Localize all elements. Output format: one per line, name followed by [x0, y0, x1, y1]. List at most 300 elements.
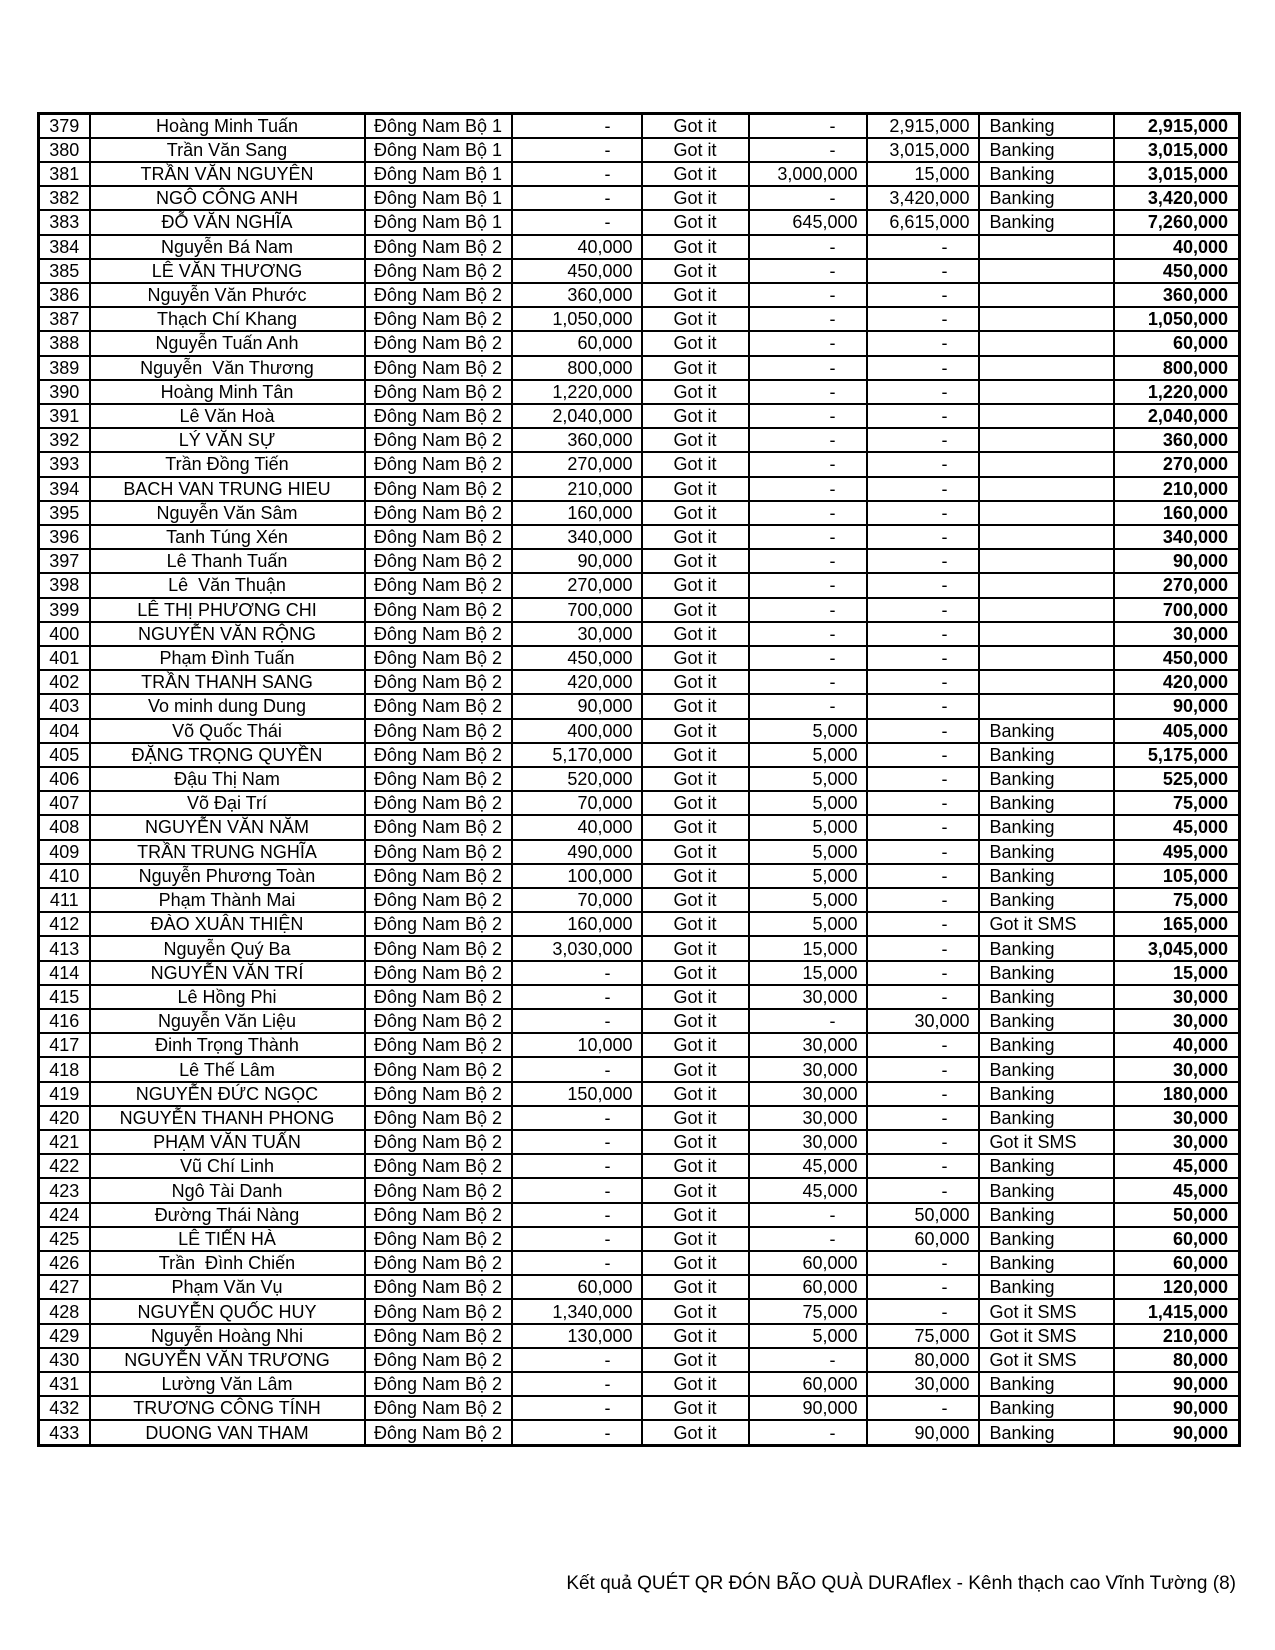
table-row [39, 283, 1240, 307]
status-cell: Got it [642, 573, 749, 597]
status-cell: Got it [642, 1009, 749, 1033]
name-cell: LÊ THỊ PHƯƠNG CHI [90, 598, 365, 622]
row-number-cell: 417 [39, 1033, 90, 1057]
name-cell: Tanh Túng Xén [90, 525, 365, 549]
extra-amount-cell: - [867, 283, 979, 307]
status-cell: Got it [642, 767, 749, 791]
payment-method-cell: Banking [979, 719, 1114, 743]
scan-amount-cell: 400,000 [512, 719, 642, 743]
region-cell: Đông Nam Bộ 1 [365, 138, 512, 162]
table-row [39, 961, 1240, 985]
name-cell: Nguyễn Văn Sâm [90, 501, 365, 525]
payment-method-cell [979, 598, 1114, 622]
extra-amount-cell: - [867, 235, 979, 259]
status-cell: Got it [642, 1299, 749, 1323]
table-row [39, 1299, 1240, 1323]
scan-amount-cell: 360,000 [512, 283, 642, 307]
table-row [39, 138, 1240, 162]
name-cell: NGÔ CÔNG ANH [90, 186, 365, 210]
name-cell: Nguyễn Bá Nam [90, 235, 365, 259]
region-cell: Đông Nam Bộ 2 [365, 1057, 512, 1081]
payment-method-cell [979, 694, 1114, 718]
row-number-cell: 414 [39, 961, 90, 985]
row-number-cell: 430 [39, 1348, 90, 1372]
total-amount-cell: 1,415,000 [1114, 1299, 1240, 1323]
total-amount-cell: 75,000 [1114, 888, 1240, 912]
extra-amount-cell: 2,915,000 [867, 114, 979, 138]
table-row [39, 1106, 1240, 1130]
row-number-cell: 422 [39, 1154, 90, 1178]
region-cell: Đông Nam Bộ 2 [365, 1178, 512, 1202]
extra-amount-cell: 3,420,000 [867, 186, 979, 210]
scan-amount-cell: 1,220,000 [512, 380, 642, 404]
status-cell: Got it [642, 259, 749, 283]
extra-amount-cell: - [867, 815, 979, 839]
row-number-cell: 416 [39, 1009, 90, 1033]
table-row [39, 380, 1240, 404]
bonus-amount-cell: - [749, 114, 867, 138]
total-amount-cell: 30,000 [1114, 1009, 1240, 1033]
row-number-cell: 390 [39, 380, 90, 404]
total-amount-cell: 160,000 [1114, 501, 1240, 525]
scan-amount-cell: 130,000 [512, 1324, 642, 1348]
bonus-amount-cell: - [749, 259, 867, 283]
scan-amount-cell: - [512, 1372, 642, 1396]
extra-amount-cell: 60,000 [867, 1227, 979, 1251]
row-number-cell: 397 [39, 549, 90, 573]
status-cell: Got it [642, 622, 749, 646]
region-cell: Đông Nam Bộ 2 [365, 428, 512, 452]
scan-amount-cell: 340,000 [512, 525, 642, 549]
extra-amount-cell: 30,000 [867, 1372, 979, 1396]
row-number-cell: 409 [39, 840, 90, 864]
scan-amount-cell: 90,000 [512, 549, 642, 573]
table-row [39, 235, 1240, 259]
status-cell: Got it [642, 694, 749, 718]
region-cell: Đông Nam Bộ 2 [365, 259, 512, 283]
region-cell: Đông Nam Bộ 2 [365, 670, 512, 694]
name-cell: Thạch Chí Khang [90, 307, 365, 331]
bonus-amount-cell: - [749, 1203, 867, 1227]
name-cell: Phạm Thành Mai [90, 888, 365, 912]
bonus-amount-cell: 5,000 [749, 815, 867, 839]
row-number-cell: 381 [39, 162, 90, 186]
total-amount-cell: 800,000 [1114, 356, 1240, 380]
scan-amount-cell: 1,340,000 [512, 1299, 642, 1323]
name-cell: ĐẶNG TRỌNG QUYỀN [90, 743, 365, 767]
status-cell: Got it [642, 864, 749, 888]
name-cell: NGUYỄN QUỐC HUY [90, 1299, 365, 1323]
row-number-cell: 405 [39, 743, 90, 767]
table-row [39, 428, 1240, 452]
payment-method-cell [979, 622, 1114, 646]
status-cell: Got it [642, 936, 749, 960]
name-cell: NGUYỄN VĂN TRƯƠNG [90, 1348, 365, 1372]
bonus-amount-cell: 15,000 [749, 936, 867, 960]
status-cell: Got it [642, 598, 749, 622]
scan-amount-cell: - [512, 1420, 642, 1445]
payment-method-cell [979, 331, 1114, 355]
table-row [39, 1178, 1240, 1202]
payment-method-cell: Banking [979, 767, 1114, 791]
region-cell: Đông Nam Bộ 1 [365, 162, 512, 186]
region-cell: Đông Nam Bộ 2 [365, 1154, 512, 1178]
region-cell: Đông Nam Bộ 2 [365, 1009, 512, 1033]
total-amount-cell: 5,175,000 [1114, 743, 1240, 767]
extra-amount-cell: - [867, 864, 979, 888]
scan-amount-cell: 90,000 [512, 694, 642, 718]
bonus-amount-cell: - [749, 670, 867, 694]
row-number-cell: 392 [39, 428, 90, 452]
region-cell: Đông Nam Bộ 1 [365, 210, 512, 234]
name-cell: Lê Hồng Phi [90, 985, 365, 1009]
row-number-cell: 427 [39, 1275, 90, 1299]
row-number-cell: 396 [39, 525, 90, 549]
scan-amount-cell: - [512, 1227, 642, 1251]
row-number-cell: 400 [39, 622, 90, 646]
region-cell: Đông Nam Bộ 2 [365, 501, 512, 525]
name-cell: BACH VAN TRUNG HIEU [90, 477, 365, 501]
payment-method-cell: Got it SMS [979, 1348, 1114, 1372]
total-amount-cell: 30,000 [1114, 622, 1240, 646]
table-body [39, 114, 1240, 1446]
total-amount-cell: 3,015,000 [1114, 138, 1240, 162]
extra-amount-cell: 3,015,000 [867, 138, 979, 162]
row-number-cell: 413 [39, 936, 90, 960]
payment-method-cell: Banking [979, 815, 1114, 839]
status-cell: Got it [642, 307, 749, 331]
bonus-amount-cell: - [749, 598, 867, 622]
name-cell: Đinh Trọng Thành [90, 1033, 365, 1057]
bonus-amount-cell: 30,000 [749, 1082, 867, 1106]
table-row [39, 307, 1240, 331]
bonus-amount-cell: 60,000 [749, 1372, 867, 1396]
bonus-amount-cell: - [749, 1227, 867, 1251]
total-amount-cell: 405,000 [1114, 719, 1240, 743]
status-cell: Got it [642, 114, 749, 138]
total-amount-cell: 45,000 [1114, 1154, 1240, 1178]
scan-amount-cell: 270,000 [512, 452, 642, 476]
name-cell: Nguyễn Phương Toàn [90, 864, 365, 888]
row-number-cell: 433 [39, 1420, 90, 1445]
payment-method-cell: Banking [979, 864, 1114, 888]
bonus-amount-cell: - [749, 525, 867, 549]
extra-amount-cell: - [867, 428, 979, 452]
payment-method-cell: Banking [979, 114, 1114, 138]
status-cell: Got it [642, 1251, 749, 1275]
bonus-amount-cell: - [749, 404, 867, 428]
scan-amount-cell: 2,040,000 [512, 404, 642, 428]
payment-method-cell [979, 428, 1114, 452]
total-amount-cell: 180,000 [1114, 1082, 1240, 1106]
payment-method-cell: Banking [979, 186, 1114, 210]
table-row [39, 1275, 1240, 1299]
table-row [39, 743, 1240, 767]
bonus-amount-cell: - [749, 1420, 867, 1445]
region-cell: Đông Nam Bộ 2 [365, 888, 512, 912]
scan-amount-cell: 40,000 [512, 235, 642, 259]
row-number-cell: 418 [39, 1057, 90, 1081]
region-cell: Đông Nam Bộ 2 [365, 1324, 512, 1348]
status-cell: Got it [642, 670, 749, 694]
scan-amount-cell: 100,000 [512, 864, 642, 888]
table-row [39, 477, 1240, 501]
region-cell: Đông Nam Bộ 2 [365, 356, 512, 380]
status-cell: Got it [642, 1227, 749, 1251]
scan-amount-cell: 520,000 [512, 767, 642, 791]
table-row [39, 598, 1240, 622]
total-amount-cell: 2,040,000 [1114, 404, 1240, 428]
total-amount-cell: 30,000 [1114, 1057, 1240, 1081]
region-cell: Đông Nam Bộ 2 [365, 622, 512, 646]
region-cell: Đông Nam Bộ 2 [365, 1420, 512, 1445]
row-number-cell: 424 [39, 1203, 90, 1227]
name-cell: Trần Đình Chiến [90, 1251, 365, 1275]
payment-method-cell [979, 404, 1114, 428]
extra-amount-cell: - [867, 840, 979, 864]
table-row [39, 259, 1240, 283]
bonus-amount-cell: - [749, 1009, 867, 1033]
payment-method-cell: Got it SMS [979, 912, 1114, 936]
region-cell: Đông Nam Bộ 2 [365, 961, 512, 985]
status-cell: Got it [642, 1178, 749, 1202]
extra-amount-cell: - [867, 549, 979, 573]
name-cell: Nguyễn Hoàng Nhi [90, 1324, 365, 1348]
region-cell: Đông Nam Bộ 1 [365, 114, 512, 138]
name-cell: Nguyễn Văn Liệu [90, 1009, 365, 1033]
bonus-amount-cell: 5,000 [749, 719, 867, 743]
total-amount-cell: 495,000 [1114, 840, 1240, 864]
total-amount-cell: 90,000 [1114, 1420, 1240, 1445]
name-cell: Hoàng Minh Tuấn [90, 114, 365, 138]
bonus-amount-cell: - [749, 186, 867, 210]
bonus-amount-cell: 30,000 [749, 1057, 867, 1081]
scan-amount-cell: 450,000 [512, 259, 642, 283]
name-cell: ĐÀO XUÂN THIỆN [90, 912, 365, 936]
scan-amount-cell: 210,000 [512, 477, 642, 501]
name-cell: Lê Thế Lâm [90, 1057, 365, 1081]
total-amount-cell: 30,000 [1114, 1106, 1240, 1130]
status-cell: Got it [642, 525, 749, 549]
region-cell: Đông Nam Bộ 2 [365, 477, 512, 501]
row-number-cell: 407 [39, 791, 90, 815]
total-amount-cell: 45,000 [1114, 1178, 1240, 1202]
status-cell: Got it [642, 961, 749, 985]
bonus-amount-cell: 5,000 [749, 840, 867, 864]
table-row [39, 356, 1240, 380]
total-amount-cell: 360,000 [1114, 283, 1240, 307]
status-cell: Got it [642, 1154, 749, 1178]
name-cell: Lê Văn Thuận [90, 573, 365, 597]
name-cell: TRẦN TRUNG NGHĨA [90, 840, 365, 864]
region-cell: Đông Nam Bộ 2 [365, 235, 512, 259]
name-cell: ĐỖ VĂN NGHĨA [90, 210, 365, 234]
status-cell: Got it [642, 1420, 749, 1445]
table-row [39, 1130, 1240, 1154]
bonus-amount-cell: 60,000 [749, 1251, 867, 1275]
scan-amount-cell: - [512, 1009, 642, 1033]
payment-method-cell: Banking [979, 1420, 1114, 1445]
region-cell: Đông Nam Bộ 2 [365, 331, 512, 355]
row-number-cell: 395 [39, 501, 90, 525]
region-cell: Đông Nam Bộ 2 [365, 985, 512, 1009]
payment-method-cell: Banking [979, 1154, 1114, 1178]
bonus-amount-cell: 5,000 [749, 888, 867, 912]
status-cell: Got it [642, 1275, 749, 1299]
region-cell: Đông Nam Bộ 2 [365, 380, 512, 404]
row-number-cell: 419 [39, 1082, 90, 1106]
table-row [39, 767, 1240, 791]
total-amount-cell: 700,000 [1114, 598, 1240, 622]
payment-method-cell: Banking [979, 1203, 1114, 1227]
payment-method-cell: Banking [979, 1082, 1114, 1106]
table-row [39, 452, 1240, 476]
status-cell: Got it [642, 1106, 749, 1130]
payment-method-cell [979, 501, 1114, 525]
extra-amount-cell: - [867, 1033, 979, 1057]
extra-amount-cell: 75,000 [867, 1324, 979, 1348]
extra-amount-cell: - [867, 694, 979, 718]
total-amount-cell: 60,000 [1114, 1227, 1240, 1251]
bonus-amount-cell: - [749, 380, 867, 404]
region-cell: Đông Nam Bộ 2 [365, 791, 512, 815]
extra-amount-cell: - [867, 356, 979, 380]
total-amount-cell: 90,000 [1114, 1396, 1240, 1420]
name-cell: Lê Văn Hoà [90, 404, 365, 428]
status-cell: Got it [642, 380, 749, 404]
payment-method-cell [979, 452, 1114, 476]
row-number-cell: 410 [39, 864, 90, 888]
scan-amount-cell: 420,000 [512, 670, 642, 694]
table-row [39, 1203, 1240, 1227]
name-cell: LÝ VĂN SỰ [90, 428, 365, 452]
extra-amount-cell: - [867, 1299, 979, 1323]
total-amount-cell: 7,260,000 [1114, 210, 1240, 234]
extra-amount-cell: - [867, 791, 979, 815]
region-cell: Đông Nam Bộ 2 [365, 1227, 512, 1251]
region-cell: Đông Nam Bộ 2 [365, 573, 512, 597]
extra-amount-cell: - [867, 1396, 979, 1420]
scan-amount-cell: 360,000 [512, 428, 642, 452]
total-amount-cell: 75,000 [1114, 791, 1240, 815]
row-number-cell: 412 [39, 912, 90, 936]
extra-amount-cell: - [867, 719, 979, 743]
extra-amount-cell: - [867, 477, 979, 501]
name-cell: PHẠM VĂN TUẤN [90, 1130, 365, 1154]
payment-method-cell: Banking [979, 210, 1114, 234]
table-row [39, 1251, 1240, 1275]
bonus-amount-cell: 30,000 [749, 1106, 867, 1130]
table-row [39, 1372, 1240, 1396]
total-amount-cell: 50,000 [1114, 1203, 1240, 1227]
total-amount-cell: 450,000 [1114, 259, 1240, 283]
region-cell: Đông Nam Bộ 2 [365, 307, 512, 331]
payment-method-cell: Banking [979, 936, 1114, 960]
status-cell: Got it [642, 1348, 749, 1372]
payment-method-cell: Banking [979, 961, 1114, 985]
total-amount-cell: 270,000 [1114, 573, 1240, 597]
scan-amount-cell: 40,000 [512, 815, 642, 839]
name-cell: LÊ TIẾN HÀ [90, 1227, 365, 1251]
table-row [39, 888, 1240, 912]
region-cell: Đông Nam Bộ 2 [365, 404, 512, 428]
row-number-cell: 428 [39, 1299, 90, 1323]
payment-method-cell [979, 307, 1114, 331]
table-row [39, 622, 1240, 646]
row-number-cell: 394 [39, 477, 90, 501]
scan-amount-cell: 3,030,000 [512, 936, 642, 960]
bonus-amount-cell: - [749, 452, 867, 476]
table-row [39, 719, 1240, 743]
status-cell: Got it [642, 210, 749, 234]
bonus-amount-cell: - [749, 573, 867, 597]
bonus-amount-cell: - [749, 235, 867, 259]
status-cell: Got it [642, 162, 749, 186]
region-cell: Đông Nam Bộ 2 [365, 1203, 512, 1227]
region-cell: Đông Nam Bộ 2 [365, 1082, 512, 1106]
extra-amount-cell: - [867, 670, 979, 694]
name-cell: Đường Thái Nàng [90, 1203, 365, 1227]
payment-method-cell [979, 259, 1114, 283]
extra-amount-cell: - [867, 307, 979, 331]
status-cell: Got it [642, 1033, 749, 1057]
total-amount-cell: 60,000 [1114, 1251, 1240, 1275]
region-cell: Đông Nam Bộ 2 [365, 936, 512, 960]
region-cell: Đông Nam Bộ 2 [365, 840, 512, 864]
scan-amount-cell: - [512, 1203, 642, 1227]
scan-amount-cell: 70,000 [512, 888, 642, 912]
table-row [39, 162, 1240, 186]
status-cell: Got it [642, 452, 749, 476]
bonus-amount-cell: 5,000 [749, 791, 867, 815]
row-number-cell: 380 [39, 138, 90, 162]
name-cell: NGUYỄN VĂN NĂM [90, 815, 365, 839]
scan-amount-cell: - [512, 186, 642, 210]
name-cell: Vũ Chí Linh [90, 1154, 365, 1178]
table-row [39, 1396, 1240, 1420]
scan-amount-cell: - [512, 1154, 642, 1178]
table-row [39, 404, 1240, 428]
total-amount-cell: 120,000 [1114, 1275, 1240, 1299]
name-cell: TRẦN THANH SANG [90, 670, 365, 694]
name-cell: LÊ VĂN THƯƠNG [90, 259, 365, 283]
row-number-cell: 399 [39, 598, 90, 622]
row-number-cell: 382 [39, 186, 90, 210]
row-number-cell: 398 [39, 573, 90, 597]
extra-amount-cell: 50,000 [867, 1203, 979, 1227]
status-cell: Got it [642, 791, 749, 815]
extra-amount-cell: - [867, 888, 979, 912]
name-cell: Nguyễn Tuấn Anh [90, 331, 365, 355]
total-amount-cell: 3,015,000 [1114, 162, 1240, 186]
table-row [39, 864, 1240, 888]
table-row [39, 1082, 1240, 1106]
status-cell: Got it [642, 1082, 749, 1106]
scan-amount-cell: - [512, 210, 642, 234]
region-cell: Đông Nam Bộ 2 [365, 1396, 512, 1420]
name-cell: TRƯƠNG CÔNG TÍNH [90, 1396, 365, 1420]
payment-method-cell: Banking [979, 1227, 1114, 1251]
name-cell: NGUYỄN VĂN TRÍ [90, 961, 365, 985]
region-cell: Đông Nam Bộ 2 [365, 694, 512, 718]
name-cell: Vo minh dung Dung [90, 694, 365, 718]
name-cell: NGUYỄN ĐỨC NGỌC [90, 1082, 365, 1106]
name-cell: Võ Đại Trí [90, 791, 365, 815]
region-cell: Đông Nam Bộ 2 [365, 815, 512, 839]
payment-method-cell: Banking [979, 1396, 1114, 1420]
payment-method-cell: Banking [979, 1106, 1114, 1130]
scan-amount-cell: - [512, 985, 642, 1009]
